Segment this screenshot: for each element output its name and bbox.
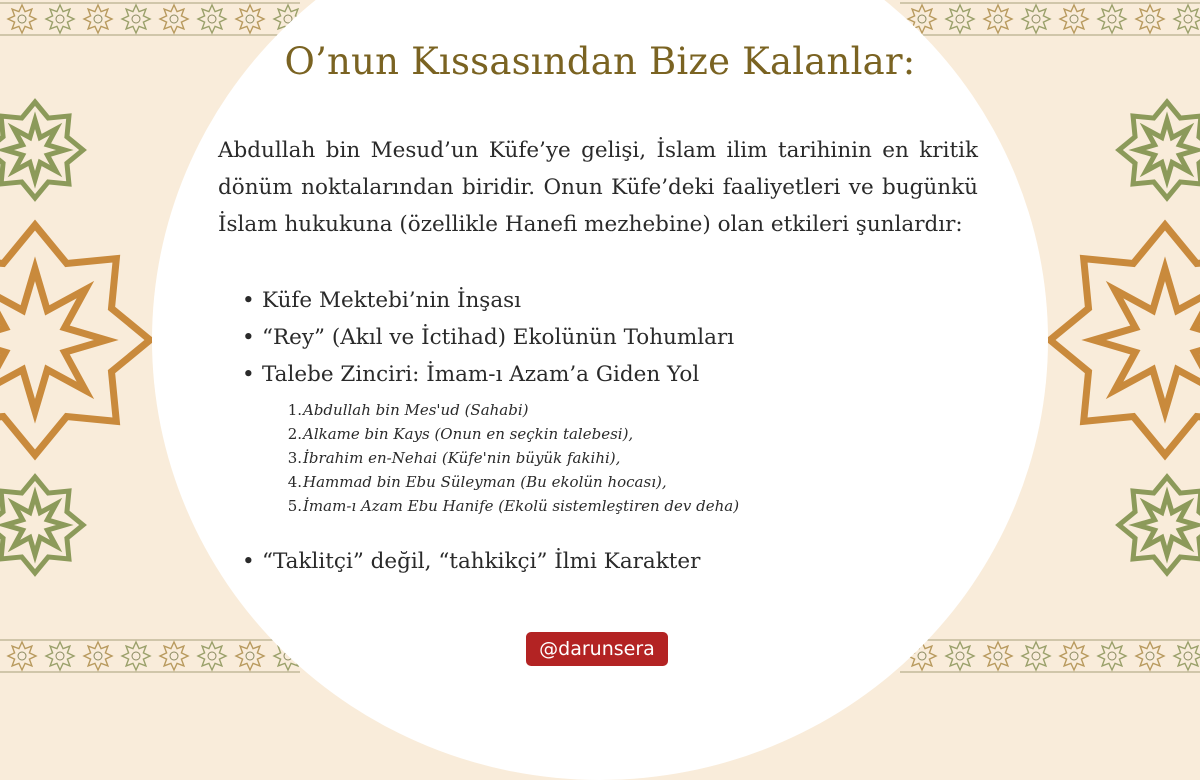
bottom-left-ornament-band	[0, 637, 300, 675]
student-chain-list	[284, 398, 739, 518]
green-star-ornament-icon	[1112, 470, 1200, 580]
list-item: • “Taklitçi” değil, “tahkikçi” İlmi Karakter	[240, 543, 700, 580]
list-item: 1. Abdullah bin Mes'ud (Sahabi)	[287, 401, 529, 419]
bottom-right-ornament-band	[900, 637, 1200, 675]
bullet-list	[240, 282, 734, 393]
list-item: • Talebe Zinciri: İmam-ı Azam’a Giden Yol	[240, 356, 734, 393]
social-handle-badge: @darunsera	[526, 632, 668, 666]
top-left-ornament-band	[0, 0, 300, 38]
final-bullet-list	[240, 543, 700, 580]
page-title: O’nun Kıssasından Bize Kalanlar:	[284, 40, 916, 83]
green-star-ornament-icon	[0, 470, 90, 580]
list-item: 5. İmam-ı Azam Ebu Hanife (Ekolü sistemleştiren dev deha)	[287, 497, 740, 515]
intro-paragraph: Abdullah bin Mesud’un Küfe’ye gelişi, İslam ilim tarihinin en kritik dönüm noktalarından biridir. Onun Küfe’deki faaliyetleri ve bugünkü İslam hukukuna (özellikle Hanefi mezhebine) olan etkileri şunlardır:	[218, 138, 978, 237]
green-star-ornament-icon	[1112, 95, 1200, 205]
list-item: • “Rey” (Akıl ve İctihad) Ekolünün Tohumları	[240, 319, 734, 356]
green-star-ornament-icon	[0, 95, 90, 205]
list-item: 3. İbrahim en-Nehai (Küfe'nin büyük fakihi),	[287, 449, 621, 467]
orange-star-ornament-icon	[1040, 215, 1200, 465]
list-item: • Küfe Mektebi’nin İnşası	[240, 282, 734, 319]
list-item: 4. Hammad bin Ebu Süleyman (Bu ekolün hocası),	[287, 473, 667, 491]
top-right-ornament-band	[900, 0, 1200, 38]
list-item: 2. Alkame bin Kays (Onun en seçkin talebesi),	[287, 425, 634, 443]
orange-star-ornament-icon	[0, 215, 160, 465]
